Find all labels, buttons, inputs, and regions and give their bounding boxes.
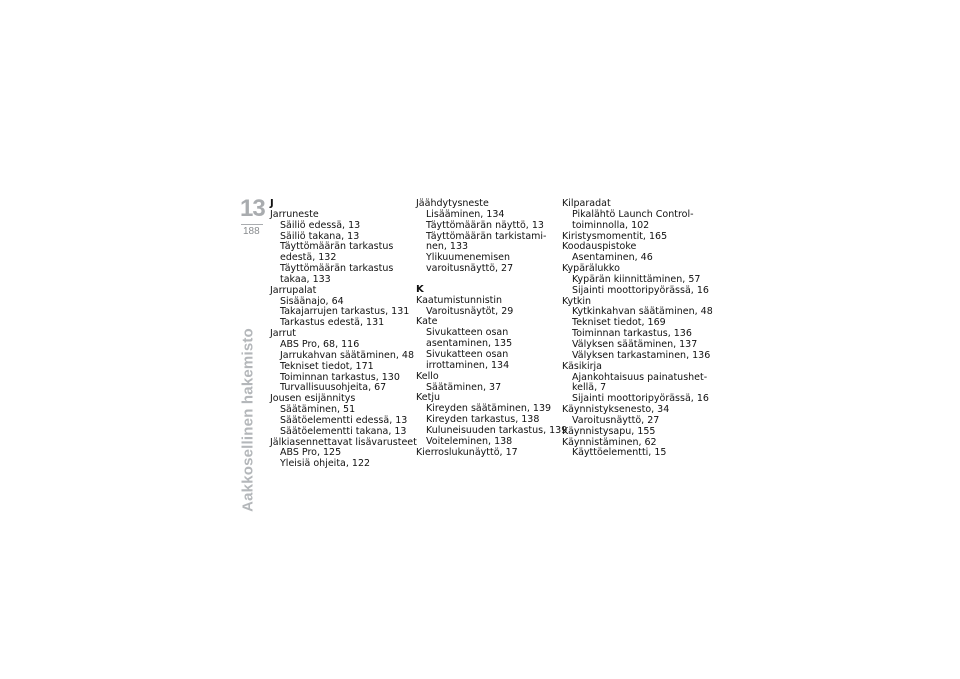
index-subentry	[562, 373, 707, 395]
index-entry-heading: Käynnistyksenesto, 34	[562, 404, 670, 416]
index-entry-heading: Koodauspistoke	[562, 241, 637, 253]
index-subentry	[416, 232, 561, 254]
index-column-2	[416, 198, 568, 458]
index-entry-heading: Jarrupalat	[270, 284, 317, 296]
index-entry-heading: Käynnistäminen, 62	[562, 436, 657, 448]
index-entry-heading: Kiristysmomentit, 165	[562, 230, 668, 242]
index-subentry-line: Välyksen tarkastaminen, 136	[572, 349, 711, 361]
index-entry	[270, 329, 415, 394]
index-subentry-line: Säiliö takana, 13	[280, 230, 360, 242]
index-entry	[416, 199, 561, 275]
index-subentry	[416, 307, 561, 318]
index-subentry	[562, 210, 707, 232]
index-subentry-line: Säätöelementti takana, 13	[280, 425, 407, 437]
index-subentry-line: Täyttömäärän tarkastus	[280, 263, 394, 275]
index-subentry-line: Välyksen säätäminen, 137	[572, 338, 698, 350]
index-subentry-line: Toiminnan tarkastus, 136	[572, 328, 692, 340]
index-subentry-line: Toiminnan tarkastus, 130	[280, 371, 400, 383]
index-entry	[416, 372, 561, 394]
chapter-number: 13	[240, 195, 265, 222]
index-entry-heading: Jarruneste	[270, 208, 319, 220]
index-subentry-line: irrottaminen, 134	[426, 359, 510, 371]
index-entry-heading: Käsikirja	[562, 360, 602, 372]
index-subentry-line: Kireyden tarkastus, 138	[426, 414, 540, 426]
index-entry-heading: Kypärälukko	[562, 263, 620, 275]
index-subentry-line: Pikalähtö Launch Control-	[572, 208, 694, 220]
index-entry-heading: Kello	[416, 370, 439, 382]
index-subentry-line: ABS Pro, 125	[280, 447, 342, 459]
index-subentry-line: Ylikuumenemisen	[426, 252, 511, 264]
chapter-tab	[241, 197, 263, 221]
index-subentry-line: ABS Pro, 68, 116	[280, 338, 360, 350]
index-subentry-line: toiminnolla, 102	[572, 219, 650, 231]
index-subentry	[270, 427, 415, 438]
index-column-1	[270, 199, 415, 470]
index-subentry-line: Varoitusnäytöt, 29	[426, 305, 514, 317]
index-subentry	[562, 286, 707, 297]
index-subentry-line: Täyttömäärän näyttö, 13	[426, 219, 544, 231]
index-letter-heading: J	[270, 198, 274, 209]
index-subentry-line: kellä, 7	[572, 382, 607, 394]
index-subentry-line: asentaminen, 135	[426, 338, 513, 350]
index-entry	[416, 448, 561, 459]
index-entry	[562, 362, 707, 405]
index-subentry-line: varoitusnäyttö, 27	[426, 263, 514, 275]
index-subentry-line: takaa, 133	[280, 273, 331, 285]
index-subentry-line: Takajarrujen tarkastus, 131	[280, 306, 410, 318]
index-subentry	[270, 362, 415, 373]
index-subentry-line: nen, 133	[426, 241, 469, 253]
index-subentry	[270, 242, 415, 264]
index-subentry-line: Ajankohtaisuus painatushet-	[572, 371, 708, 383]
index-entry	[270, 438, 415, 471]
index-entry	[562, 199, 707, 232]
index-entry-heading: Käynnistysapu, 155	[562, 425, 656, 437]
index-subentry	[562, 448, 707, 459]
index-entry-heading: Kate	[416, 316, 438, 328]
index-subentry-line: Kireyden säätäminen, 139	[426, 403, 552, 415]
index-subentry	[416, 253, 561, 275]
index-subentry-line: Tekniset tiedot, 169	[572, 317, 666, 329]
index-entry	[562, 295, 713, 362]
index-entry	[562, 438, 707, 460]
page-number: 188	[243, 226, 260, 237]
index-entry	[562, 264, 707, 297]
chapter-tab-divider	[241, 224, 263, 225]
index-subentry-line: Voiteleminen, 138	[426, 435, 513, 447]
index-subentry-line: Sijainti moottoripyörässä, 16	[572, 393, 709, 405]
index-entry	[270, 286, 415, 329]
index-subentry-line: Sijainti moottoripyörässä, 16	[572, 284, 709, 296]
index-subentry-line: Kuluneisuuden tarkastus, 139	[426, 424, 568, 436]
index-subentry-line: Säätöelementti edessä, 13	[280, 414, 408, 426]
index-entry-heading: Jarrut	[270, 328, 297, 340]
index-entry	[562, 405, 707, 427]
section-title: Aakkosellinen hakemisto	[239, 328, 257, 512]
index-subentry-line: Varoitusnäyttö, 27	[572, 414, 660, 426]
index-subentry-line: Lisääminen, 134	[426, 208, 505, 220]
index-entry-heading: Kytkin	[562, 295, 592, 307]
index-subentry	[416, 437, 561, 448]
index-subentry-line: Tekniset tiedot, 171	[280, 360, 374, 372]
index-subentry	[270, 459, 415, 470]
index-subentry-line: Turvallisuusohjeita, 67	[280, 382, 387, 394]
index-subentry-line: Sivukatteen osan	[426, 327, 509, 339]
index-subentry	[416, 350, 561, 372]
index-entry-heading: Jälkiasennettavat lisävarusteet	[270, 436, 417, 448]
index-entry-heading: Jousen esijännitys	[270, 393, 356, 405]
index-entry	[270, 394, 415, 437]
index-entry	[416, 317, 561, 371]
index-subentry	[270, 221, 415, 232]
index-entry-heading: Kaatumistunnistin	[416, 294, 503, 306]
index-column-3	[562, 198, 713, 459]
index-entry	[416, 296, 561, 318]
index-entry-heading: Kilparadat	[562, 198, 611, 209]
index-subentry	[270, 264, 415, 286]
index-entry	[270, 210, 415, 286]
index-subentry	[416, 221, 561, 232]
index-subentry-line: Sivukatteen osan	[426, 348, 509, 360]
index-entry-heading: Ketju	[416, 392, 440, 404]
index-subentry-line: Sisäänajo, 64	[280, 295, 344, 307]
index-entry-heading: Jäähdytysneste	[416, 198, 489, 209]
index-subentry-line: Säätäminen, 37	[426, 381, 502, 393]
index-subentry-line: Täyttömäärän tarkastus	[280, 241, 394, 253]
index-subentry-line: Yleisiä ohjeita, 122	[280, 458, 371, 470]
index-subentry-line: Kypärän kiinnittäminen, 57	[572, 273, 701, 285]
index-subentry-line: Kytkinkahvan säätäminen, 48	[572, 306, 713, 318]
index-entry	[562, 242, 707, 264]
index-letter-heading: K	[416, 283, 424, 295]
index-subentry-line: Jarrukahvan säätäminen, 48	[280, 349, 414, 361]
index-entry	[562, 427, 707, 438]
index-subentry	[416, 328, 561, 350]
index-entry-heading: Kierroslukunäyttö, 17	[416, 446, 518, 458]
index-entry	[416, 392, 568, 447]
index-subentry-line: Säätäminen, 51	[280, 404, 356, 416]
index-subentry-line: edestä, 132	[280, 252, 337, 264]
index-subentry-line: Käyttöelementti, 15	[572, 447, 667, 459]
index-subentry-line: Säiliö edessä, 13	[280, 219, 361, 231]
index-subentry-line: Tarkastus edestä, 131	[280, 317, 385, 329]
index-subentry-line: Täyttömäärän tarkistami-	[426, 230, 547, 242]
index-subentry-line: Asentaminen, 46	[572, 252, 653, 264]
